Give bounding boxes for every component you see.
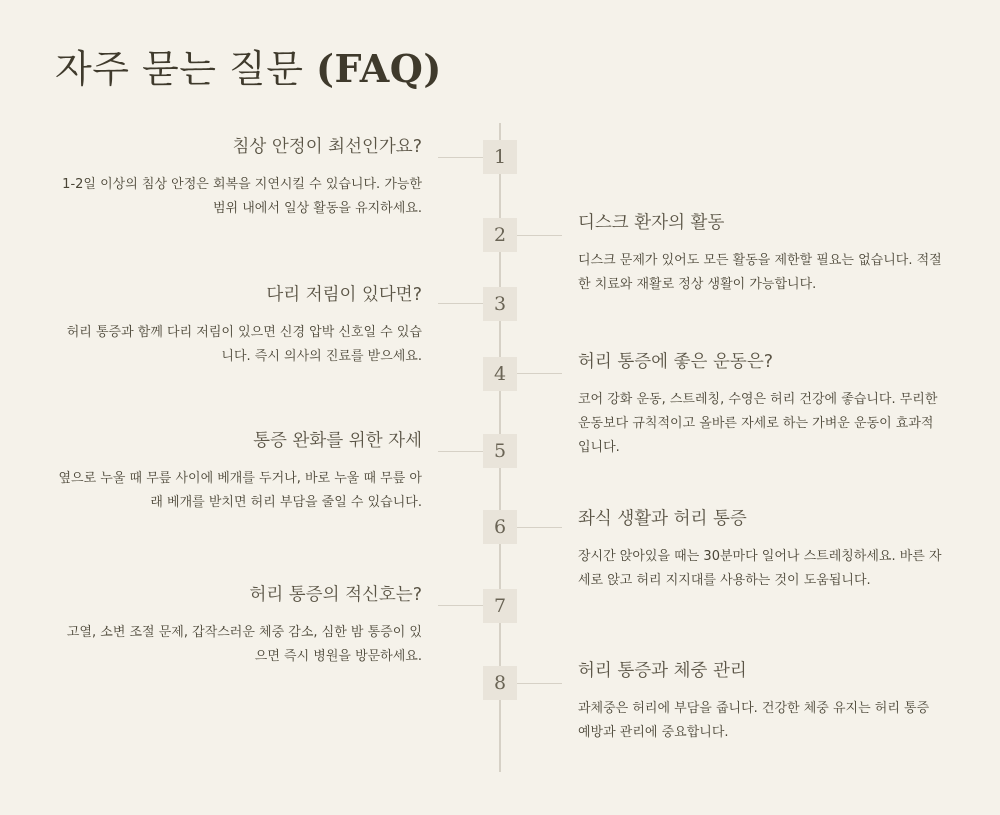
timeline-connector (517, 235, 562, 236)
faq-question: 통증 완화를 위한 자세 (253, 431, 422, 451)
timeline-marker-4: 4 (483, 357, 517, 391)
page-title (55, 38, 442, 93)
faq-item-7 (57, 583, 422, 669)
faq-question: 디스크 환자의 활동 (578, 213, 725, 233)
faq-item-2 (578, 211, 943, 297)
faq-answer: 옆으로 누울 때 무릎 사이에 베개를 두거나, 바로 누울 때 무릎 아래 베개를 받치면 허리 부담을 줄일 수 있습니다. (58, 471, 422, 510)
faq-question: 허리 통증에 좋은 운동은? (578, 352, 774, 372)
faq-item-8 (578, 659, 943, 745)
timeline-marker-6: 6 (483, 510, 517, 544)
faq-item-4 (578, 350, 943, 460)
faq-question: 허리 통증과 체중 관리 (578, 661, 747, 681)
faq-answer: 디스크 문제가 있어도 모든 활동을 제한할 필요는 없습니다. 적절한 치료와 재활로 정상 생활이 가능합니다. (578, 253, 942, 292)
faq-question: 허리 통증의 적신호는? (249, 585, 422, 605)
timeline-marker-2: 2 (483, 218, 517, 252)
page-title-korean: 자주 묻는 질문 (55, 47, 304, 91)
timeline-connector (517, 373, 562, 374)
faq-item-1 (57, 135, 422, 221)
faq-answer: 코어 강화 운동, 스트레칭, 수영은 허리 건강에 좋습니다. 무리한 운동보다 규칙적이고 올바른 자세로 하는 가벼운 운동이 효과적입니다. (578, 392, 938, 455)
timeline-connector (517, 527, 562, 528)
timeline-connector (438, 605, 483, 606)
faq-answer: 1-2일 이상의 침상 안정은 회복을 지연시킬 수 있습니다. 가능한 범위 내에서 일상 활동을 유지하세요. (62, 177, 422, 216)
timeline-marker-1: 1 (483, 140, 517, 174)
faq-item-3 (57, 283, 422, 369)
faq-question: 좌식 생활과 허리 통증 (578, 509, 747, 529)
faq-answer: 허리 통증과 함께 다리 저림이 있으면 신경 압박 신호일 수 있습니다. 즉시 의사의 진료를 받으세요. (66, 325, 422, 364)
faq-question: 다리 저림이 있다면? (266, 285, 422, 305)
timeline-connector (438, 303, 483, 304)
timeline-connector (438, 451, 483, 452)
faq-answer: 고열, 소변 조절 문제, 갑작스러운 체중 감소, 심한 밤 통증이 있으면 즉시 병원을 방문하세요. (66, 625, 422, 664)
faq-answer: 과체중은 허리에 부담을 줍니다. 건강한 체중 유지는 허리 통증 예방과 관리에 중요합니다. (578, 701, 930, 740)
timeline-connector (438, 157, 483, 158)
faq-question: 침상 안정이 최선인가요? (232, 137, 422, 157)
timeline-marker-5: 5 (483, 434, 517, 468)
timeline-marker-7: 7 (483, 589, 517, 623)
faq-item-5 (57, 429, 422, 515)
timeline-connector (517, 683, 562, 684)
faq-answer: 장시간 앉아있을 때는 30분마다 일어나 스트레칭하세요. 바른 자세로 앉고 허리 지지대를 사용하는 것이 도움됩니다. (578, 549, 942, 588)
timeline-marker-8: 8 (483, 666, 517, 700)
page-title-faq: (FAQ) (316, 46, 442, 91)
timeline-marker-3: 3 (483, 287, 517, 321)
faq-item-6 (578, 507, 943, 593)
